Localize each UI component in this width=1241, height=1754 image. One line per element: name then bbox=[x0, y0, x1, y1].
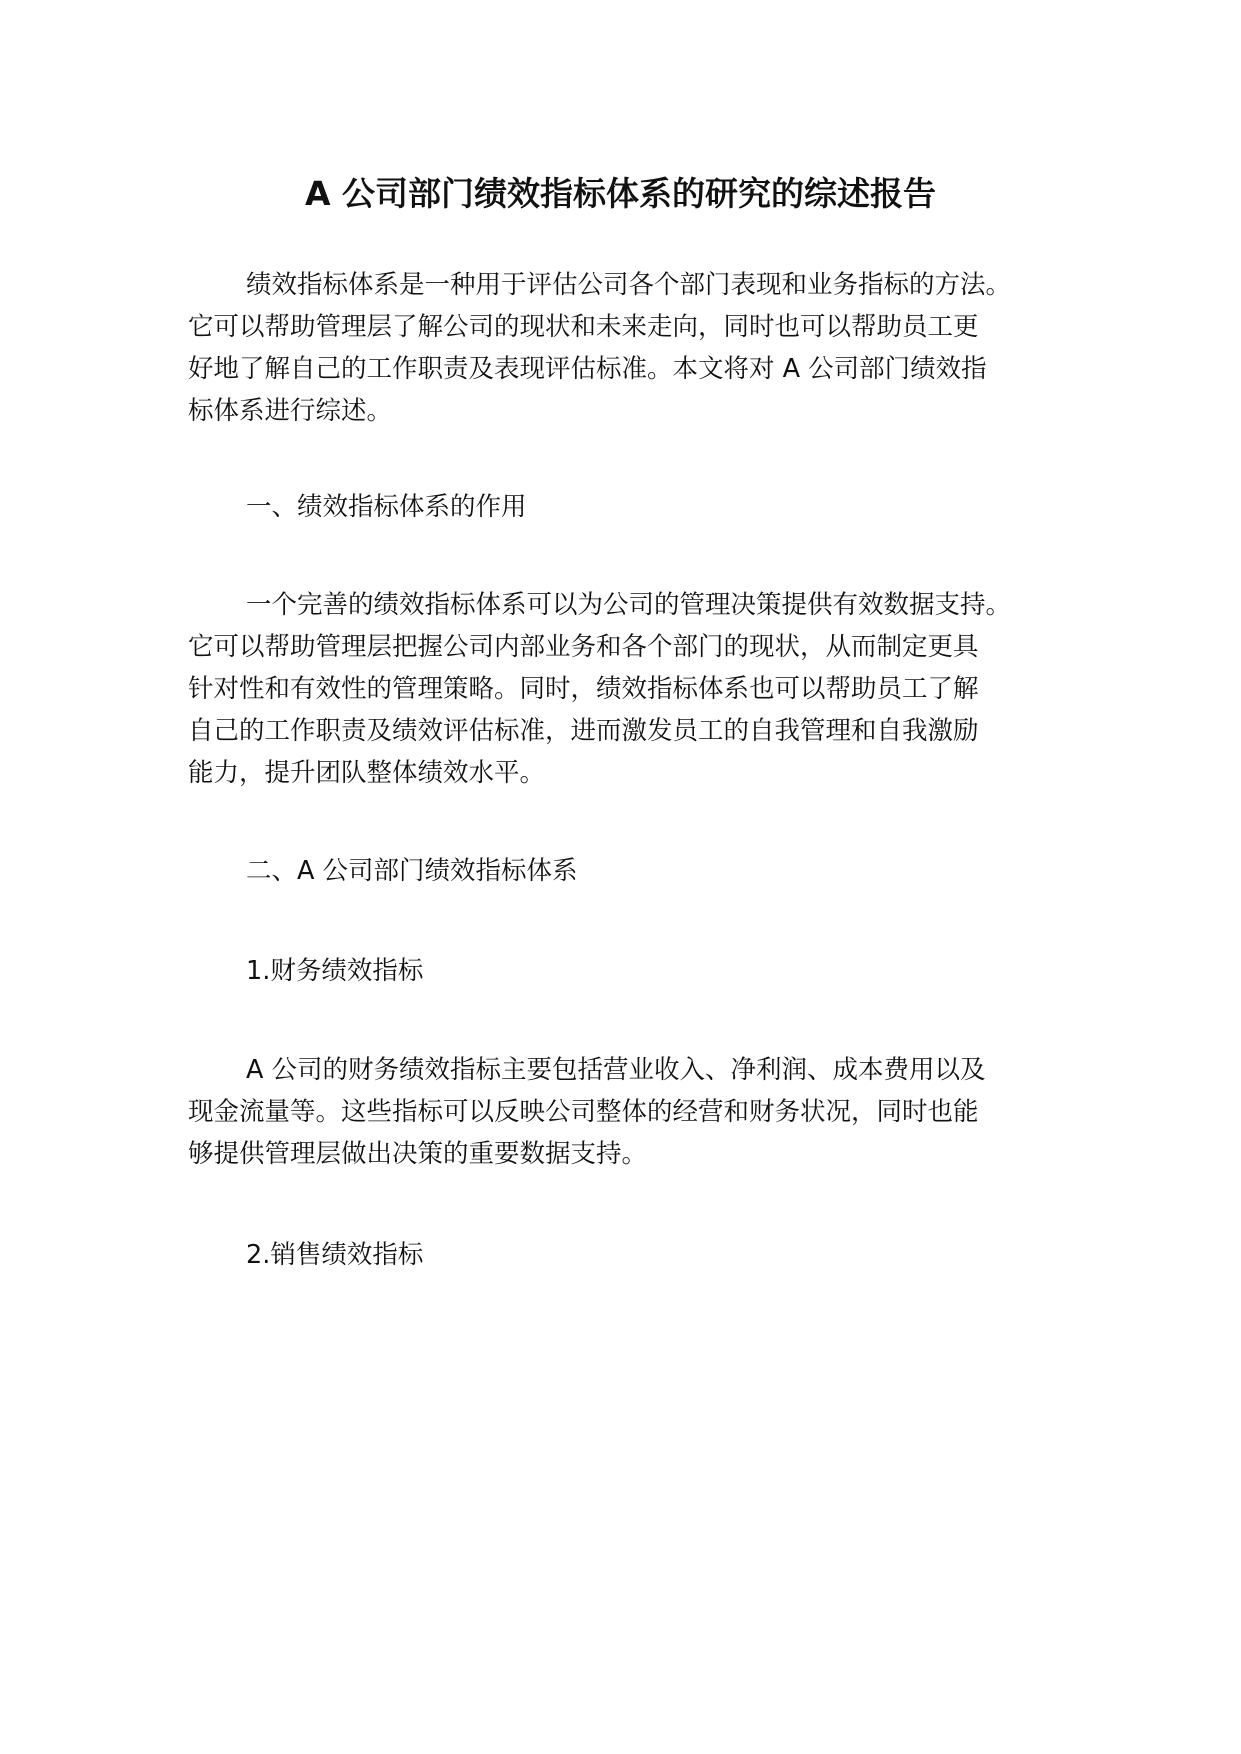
sub1-paragraph bbox=[188, 1049, 1068, 1175]
paragraph-line: 一个完善的绩效指标体系可以为公司的管理决策提供有效数据支持。 bbox=[246, 590, 1012, 620]
section-heading-1 bbox=[188, 486, 1068, 528]
paragraph-line: 针对性和有效性的管理策略。同时，绩效指标体系也可以帮助员工了解 bbox=[188, 674, 979, 704]
paragraph-line: 它可以帮助管理层了解公司的现状和未来走向，同时也可以帮助员工更 bbox=[188, 312, 979, 342]
paragraph-line: 现金流量等。这些指标可以反映公司整体的经营和财务状况，同时也能 bbox=[188, 1097, 979, 1127]
paragraph-line: 好地了解自己的工作职责及表现评估标准。本文将对 A 公司部门绩效指 bbox=[188, 354, 987, 384]
heading-text: 1.财务绩效指标 bbox=[246, 956, 424, 986]
paragraph-line: 够提供管理层做出决策的重要数据支持。 bbox=[188, 1139, 648, 1169]
subsection-heading-2 bbox=[188, 1234, 1068, 1276]
section1-paragraph bbox=[188, 584, 1068, 794]
intro-paragraph bbox=[188, 264, 1068, 432]
section-heading-2 bbox=[188, 850, 1068, 892]
paragraph-line: 绩效指标体系是一种用于评估公司各个部门表现和业务指标的方法。 bbox=[246, 270, 1012, 300]
document-title: A 公司部门绩效指标体系的研究的综述报告 bbox=[304, 174, 937, 213]
heading-text: 二、A 公司部门绩效指标体系 bbox=[246, 856, 578, 886]
paragraph-line: 它可以帮助管理层把握公司内部业务和各个部门的现状，从而制定更具 bbox=[188, 632, 979, 662]
heading-text: 2.销售绩效指标 bbox=[246, 1240, 424, 1270]
paragraph-line: 能力，提升团队整体绩效水平。 bbox=[188, 758, 546, 788]
paragraph-line: 自己的工作职责及绩效评估标准，进而激发员工的自我管理和自我激励 bbox=[188, 716, 979, 746]
subsection-heading-1 bbox=[188, 950, 1068, 992]
paragraph-line: 标体系进行综述。 bbox=[188, 396, 393, 426]
paragraph-line: A 公司的财务绩效指标主要包括营业收入、净利润、成本费用以及 bbox=[246, 1055, 986, 1085]
heading-text: 一、绩效指标体系的作用 bbox=[246, 492, 527, 522]
